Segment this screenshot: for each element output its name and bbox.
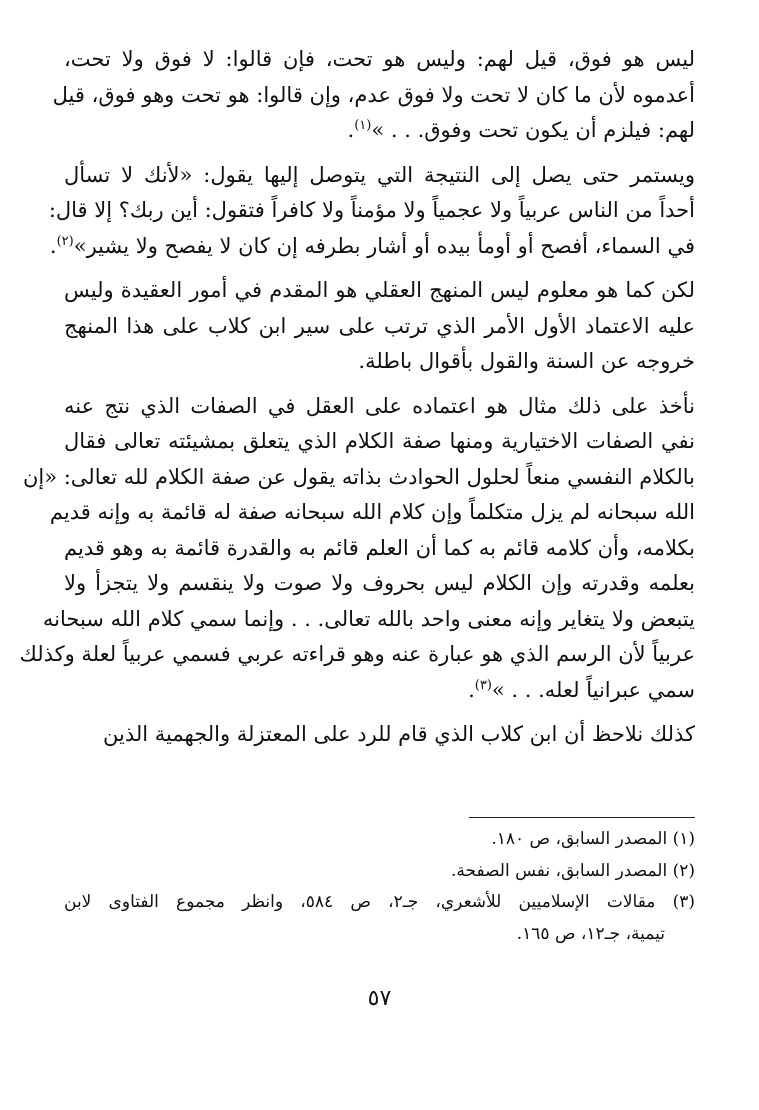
text-line: ليس هو فوق، قيل لهم: وليس هو تحت، فإن قالوا: لا فوق ولا تحت، <box>64 47 695 71</box>
footnote-reference-1: (١) <box>354 118 372 133</box>
paragraph-4 <box>19 389 695 709</box>
text-line: عربياً لأن الرسم الذي هو عبارة عنه وهو قراءته عربي فسمي عربياً لعلة وكذلك <box>19 642 695 666</box>
paragraph-3 <box>64 273 695 380</box>
text-line: أحداً من الناس عربياً ولا عجمياً ولا مؤمناً ولا كافراً فتقول: أين ربك؟ إلا قال: <box>48 198 695 222</box>
text-line: ويستمر حتى يصل إلى النتيجة التي يتوصل إليها يقول: «لأنك لا تسأل <box>64 162 695 187</box>
text-line: في السماء، أفصح أو أومأ بيده أو أشار بطرفه إن كان لا يفصح ولا يشير»$^{(٢)}$. <box>49 233 695 258</box>
text-line: لهم: فيلزم أن يكون تحت وفوق. . . »$^{(١)}$. <box>347 118 695 142</box>
text-line: بكلامه، وأن كلامه قائم به كما أن العلم قائم به والقدرة قائمة به وهو قديم <box>64 535 695 560</box>
footnote-divider <box>469 817 695 818</box>
text-line: أعدموه لأن ما كان لا تحت ولا فوق عدم، وإن قالوا: هو تحت وهو فوق، قيل <box>52 82 695 107</box>
footnote-3-continuation: تيمية، جـ١٢، ص ١٦٥. <box>516 923 665 944</box>
text-line-content: لهم: فيلزم أن يكون تحت وفوق. . . » <box>371 118 695 142</box>
text-line-content: في السماء، أفصح أو أومأ بيده أو أشار بطرفه إن كان لا يفصح ولا يشير» <box>73 233 695 258</box>
footnote-reference-3: (٣) <box>474 677 492 693</box>
text-line: بعلمه وقدرته وإن الكلام ليس بحروف ولا صوت ولا ينقسم ولا يتجزأ ولا <box>64 571 695 595</box>
paragraph-1 <box>52 42 695 149</box>
page-number: ٥٧ <box>367 986 392 1011</box>
paragraph-2 <box>48 158 695 265</box>
footnote-1: (١) المصدر السابق، ص ١٨٠. <box>491 829 695 849</box>
text-line: عليه الاعتماد الأول الأمر الذي ترتب على سير ابن كلاب على هذا المنهج <box>64 313 695 338</box>
text-line: سمي عبرانياً لعله. . . »$^{(٣)}$. <box>468 677 695 702</box>
text-line: نفي الصفات الاختيارية ومنها صفة الكلام الذي يتعلق بمشيئته تعالى فقال <box>64 429 695 453</box>
text-line: بالكلام النفسي منعاً لحلول الحوادث بذاته يقول عن صفة الكلام لله تعالى: «إن <box>22 464 695 489</box>
paragraph-5 <box>64 717 695 753</box>
footnote-2: (٢) المصدر السابق، نفس الصفحة. <box>450 860 695 881</box>
text-line: كذلك نلاحظ أن ابن كلاب الذي قام للرد على المعتزلة والجهمية الذين <box>103 722 695 746</box>
footnote-3: (٣) مقالات الإسلاميين للأشعري، جـ٢، ص ٥٨٤، وانظر مجموع الفتاوى لابن <box>64 892 695 912</box>
text-line-content: سمي عبرانياً لعله. . . » <box>491 677 695 702</box>
text-line: خروجه عن السنة والقول بأقوال باطلة. <box>358 349 695 373</box>
text-line: يتبعض ولا يتغاير وإنه معنى واحد بالله تعالى. . . وإنما سمي كلام الله سبحانه <box>42 606 695 631</box>
text-line: نأخذ على ذلك مثال هو اعتماده على العقل في الصفات الذي نتج عنه <box>64 393 695 418</box>
text-line: لكن كما هو معلوم ليس المنهج العقلي هو المقدم في أمور العقيدة وليس <box>64 278 695 302</box>
footnote-reference-2: (٢) <box>56 233 74 249</box>
footnotes <box>64 824 695 950</box>
main-text <box>19 42 695 753</box>
text-line: الله سبحانه لم يزل متكلماً وإن كلام الله سبحانه صفة له قائمة به وإنه قديم <box>49 500 695 524</box>
